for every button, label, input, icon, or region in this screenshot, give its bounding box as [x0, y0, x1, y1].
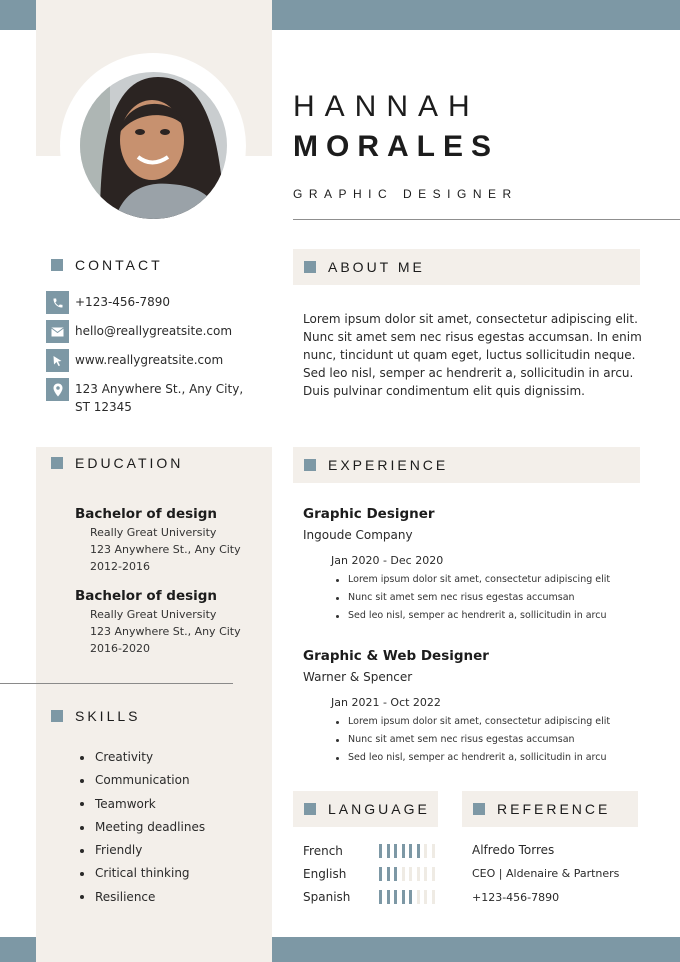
proficiency-bar	[417, 890, 420, 904]
proficiency-bars	[379, 867, 439, 881]
skill-item: Creativity	[80, 746, 205, 769]
proficiency-bar	[409, 890, 412, 904]
proficiency-bar	[394, 867, 397, 881]
proficiency-bar	[432, 867, 435, 881]
education-list	[75, 504, 265, 668]
first-name: HANNAH	[293, 90, 480, 123]
heading-marker-icon	[51, 710, 63, 722]
proficiency-bar	[417, 844, 420, 858]
skill-item: Meeting deadlines	[80, 816, 205, 839]
experience-item: Graphic & Web Designer Warner & Spencer Jan 2021 - Oct 2022 Lorem ipsum dolor sit amet, consectetur adipiscing elit Nunc sit amet sem nec risus egestas accumsan Sed leo nisl, semper ac hendrerit a, sollicitudin in arcu	[303, 646, 648, 767]
proficiency-bar	[432, 844, 435, 858]
experience-item: Graphic Designer Ingoude Company Jan 2020 - Dec 2020 Lorem ipsum dolor sit amet, consectetur adipiscing elit Nunc sit amet sem nec risus egestas accumsan Sed leo nisl, semper ac hendrerit a, sollicitudin in arcu	[303, 504, 648, 625]
language-row: English	[303, 862, 443, 885]
profile-photo	[80, 72, 227, 219]
proficiency-bar	[394, 890, 397, 904]
skills-list	[80, 746, 205, 909]
bullet-icon	[80, 779, 84, 783]
reference-name: Alfredo Torres	[472, 843, 555, 857]
proficiency-bars	[379, 890, 439, 904]
proficiency-bar	[409, 867, 412, 881]
contact-heading: CONTACT	[51, 257, 163, 273]
contact-website	[46, 349, 266, 372]
bullet-icon	[80, 756, 84, 760]
proficiency-bar	[417, 867, 420, 881]
proficiency-bar	[394, 844, 397, 858]
top-accent-bar-right	[272, 0, 680, 30]
proficiency-bar	[424, 867, 427, 881]
reference-heading: REFERENCE	[462, 791, 638, 827]
reference-details	[472, 839, 619, 909]
cursor-icon	[46, 349, 69, 372]
proficiency-bar	[379, 867, 382, 881]
phone-icon	[46, 291, 69, 314]
proficiency-bar	[402, 890, 405, 904]
about-text: Lorem ipsum dolor sit amet, consectetur adipiscing elit. Nunc sit amet sem nec risus egestas accumsan. In enim nunc, tincidunt ut quam eget, luctus sollicitudin neque. Sed leo nisl, semper ac hendrerit a, sollicitudin in arcu. Duis pulvinar condimentum elit quis dignissim.	[303, 312, 642, 398]
about-heading: ABOUT ME	[293, 249, 640, 285]
education-heading: EDUCATION	[51, 455, 183, 471]
proficiency-bar	[387, 867, 390, 881]
experience-bullets: Lorem ipsum dolor sit amet, consectetur adipiscing elit Nunc sit amet sem nec risus egestas accumsan Sed leo nisl, semper ac hendrerit a, sollicitudin in arcu	[303, 571, 648, 625]
bottom-accent-bar-right	[272, 937, 680, 962]
heading-marker-icon	[51, 259, 63, 271]
contact-phone: +123-456-7890	[46, 291, 266, 314]
email-link[interactable]: hello@reallygreatsite.com	[75, 324, 233, 338]
heading-marker-icon	[51, 457, 63, 469]
language-row: Spanish	[303, 886, 443, 909]
language-heading: LANGUAGE	[293, 791, 438, 827]
bullet-icon	[336, 757, 339, 760]
skills-heading: SKILLS	[51, 708, 140, 724]
email-icon	[46, 320, 69, 343]
skill-item: Resilience	[80, 886, 205, 909]
bullet-icon	[336, 721, 339, 724]
bullet-icon	[80, 872, 84, 876]
header-divider	[293, 219, 680, 220]
experience-bullets: Lorem ipsum dolor sit amet, consectetur adipiscing elit Nunc sit amet sem nec risus egestas accumsan Sed leo nisl, semper ac hendrerit a, sollicitudin in arcu	[303, 713, 648, 767]
top-accent-bar-left	[0, 0, 36, 30]
bullet-icon	[336, 597, 339, 600]
proficiency-bar	[387, 890, 390, 904]
language-row: French	[303, 839, 443, 862]
proficiency-bar	[424, 890, 427, 904]
heading-marker-icon	[304, 803, 316, 815]
last-name: MORALES	[293, 130, 499, 163]
bullet-icon	[80, 802, 84, 806]
proficiency-bar	[409, 844, 412, 858]
proficiency-bar	[379, 844, 382, 858]
bullet-icon	[336, 739, 339, 742]
website-link[interactable]: www.reallygreatsite.com	[75, 353, 224, 367]
experience-heading: EXPERIENCE	[293, 447, 640, 483]
bottom-accent-bar-left	[0, 937, 36, 962]
heading-marker-icon	[304, 261, 316, 273]
education-item: Bachelor of design Really Great University 123 Anywhere St., Any City 2012-2016	[75, 506, 241, 573]
proficiency-bar	[402, 867, 405, 881]
proficiency-bar	[379, 890, 382, 904]
contact-email	[46, 320, 266, 343]
location-pin-icon	[46, 378, 69, 401]
job-title: GRAPHIC DESIGNER	[293, 187, 518, 201]
proficiency-bar	[424, 844, 427, 858]
skill-item: Critical thinking	[80, 862, 205, 885]
heading-marker-icon	[304, 459, 316, 471]
education-divider	[0, 683, 233, 684]
bullet-icon	[80, 826, 84, 830]
bullet-icon	[80, 849, 84, 853]
bullet-icon	[336, 579, 339, 582]
skill-item: Friendly	[80, 839, 205, 862]
skill-item: Teamwork	[80, 793, 205, 816]
proficiency-bar	[432, 890, 435, 904]
proficiency-bar	[387, 844, 390, 858]
bullet-icon	[80, 895, 84, 899]
skill-item: Communication	[80, 769, 205, 792]
language-list	[303, 839, 443, 909]
heading-marker-icon	[473, 803, 485, 815]
reference-phone: +123-456-7890	[472, 890, 560, 904]
education-item: Bachelor of design Really Great University 123 Anywhere St., Any City 2016-2020	[75, 588, 241, 655]
reference-position: CEO | Aldenaire & Partners	[472, 867, 620, 881]
contact-address: 123 Anywhere St., Any City, ST 12345	[46, 378, 266, 416]
bullet-icon	[336, 615, 339, 618]
proficiency-bar	[402, 844, 405, 858]
proficiency-bars	[379, 844, 439, 858]
contact-list	[46, 291, 266, 422]
